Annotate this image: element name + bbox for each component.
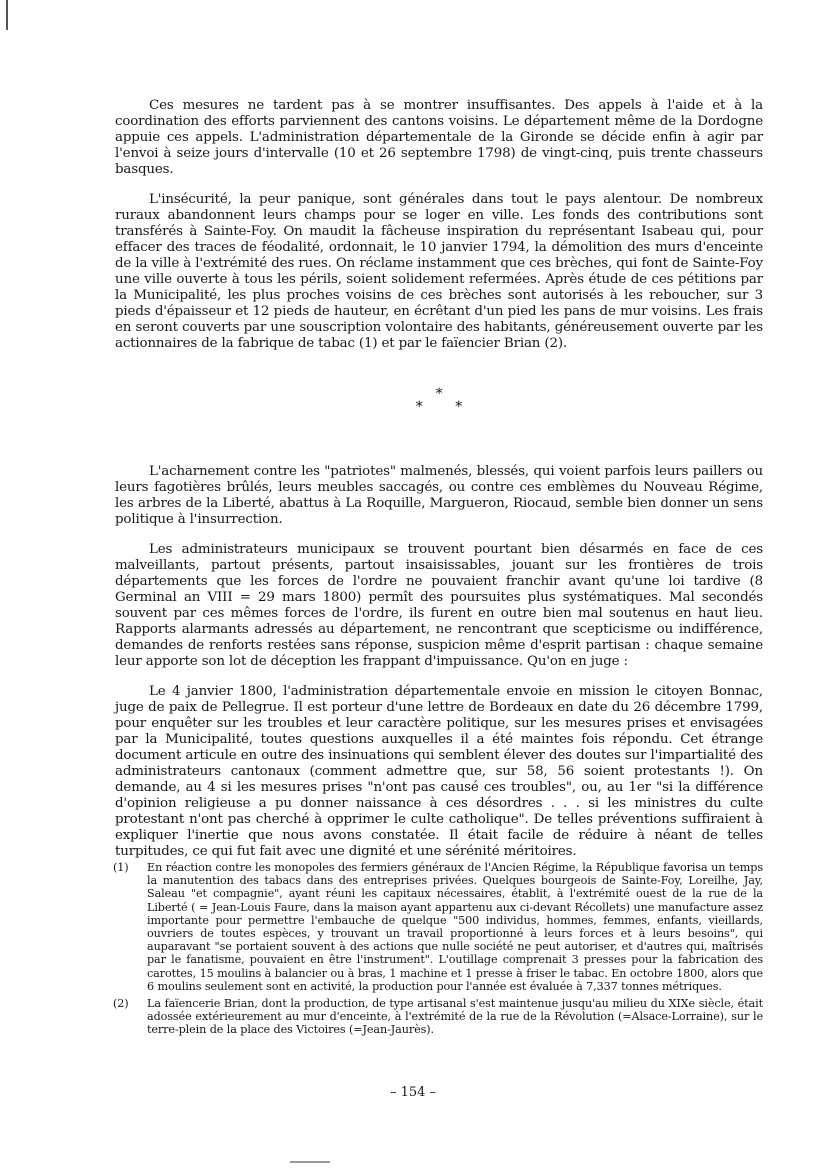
separator-star-row: * * — [415, 399, 477, 415]
footnote — [113, 861, 763, 993]
footnotes — [113, 861, 763, 1041]
paragraph: L'insécurité, la peur panique, sont générales dans tout le pays alentour. De nombreux ruraux abandonnent leurs champs pour se loger en ville. Les fonds des contributions sont transférés à Sainte-Foy. On maudit la fâcheuse inspiration du représentant Isabeau qui, pour effacer des traces de féodalité, ordonnait, le 10 janvier 1794, la démolition des murs d'enceinte de la ville à l'extrémité des rues. On réclame instamment que ces brèches, qui font de Sainte-Foy une ville ouverte à tous les périls, soient solidement refermées. Après étude de ces pétitions par la Municipalité, les plus proches voisins de ces brèches sont autorisés à les reboucher, sur 3 pieds d'épaisseur et 12 pieds de hauteur, en écrêtant d'un pied les pans de mur voisins. Les frais en seront couverts par une souscription volontaire des habitants, généreusement ouverte par les actionnaires de la fabrique de tabac (1) et par le faïencier Brian (2). — [115, 192, 763, 351]
page-number: – 154 – — [389, 1085, 437, 1100]
separator-star-row: * — [435, 386, 443, 402]
paragraph: Les administrateurs municipaux se trouvent pourtant bien désarmés en face de ces malveillants, partout présents, partout insaisissables, jouant sur les frontières de trois départements que les forces de l'ordre ne pouvaient franchir avant qu'une loi tardive (8 Germinal an VIII = 29 mars 1800) permît des poursuites plus systématiques. Mal secondés souvent par ces mêmes forces de l'ordre, ils furent en outre bien mal soutenus en haut lieu. Rapports alarmants adressés au département, ne rencontrant que scepticisme ou indifférence, demandes de renforts restées sans réponse, suspicion même d'esprit partisan : chaque semaine leur apporte son lot de déception les frappant d'impuissance. Qu'on en juge : — [115, 542, 763, 669]
paragraph: L'acharnement contre les "patriotes" malmenés, blessés, qui voient parfois leurs paillers ou leurs fagotières brûlés, leurs meubles saccagés, ou contre ces emblèmes du Nouveau Régime, les arbres de la Liberté, abattus à La Roquille, Margueron, Riocaud, semble bien donner un sens politique à l'insurrection. — [115, 464, 763, 527]
paragraph: Ces mesures ne tardent pas à se montrer insuffisantes. Des appels à l'aide et à la coordination des efforts parviennent des cantons voisins. Le département même de la Dordogne appuie ces appels. L'administration départementale de la Gironde se décide enfin à agir par l'envoi à seize jours d'intervalle (10 et 26 septembre 1798) de vingt-cinq, puis trente chasseurs basques. — [115, 98, 763, 177]
main-text — [115, 98, 763, 870]
footnote-text: En réaction contre les monopoles des fermiers généraux de l'Ancien Régime, la République favorisa un temps la manutention des tabacs dans des entreprises privées. Quelques bourgeois de Sainte-Foy, Loreilhe, Jay, Saleau "et compagnie", ayant réuni les capitaux nécessaires, établit, à l'extrémité ouest de la rue de la Liberté ( = Jean-Louis Faure, dans la maison ayant appartenu aux ci-devant Récollets) une manufacture assez importante pour permettre l'embauche de quelque "500 individus, hommes, femmes, enfants, vieillards, ouvriers de toutes espèces, y trouvant un travail proportionné à leurs forces et à leurs besoins", qui auparavant "se portaient souvent à des actions que nulle société ne peut autoriser, et d'autres qui, maîtrisés par le fanatisme, pouvaient en être l'instrument". L'outillage comprenait 3 presses pour la fabrication des carottes, 15 moulins à balancier ou à bras, 1 machine et 1 presse à friser le tabac. En octobre 1800, alors que 6 moulins seulement sont en activité, la production pour l'année est évaluée à 7,337 tonnes métriques. — [147, 861, 763, 993]
section-separator — [115, 388, 763, 414]
footnote-marker: (1) — [113, 861, 129, 874]
scan-margin-mark — [6, 0, 8, 30]
scan-bottom-mark — [290, 1161, 330, 1163]
footnote-text: La faïencerie Brian, dont la production, de type artisanal s'est maintenue jusqu'au milieu du XIXe siècle, était adossée extérieurement au mur d'enceinte, à l'extrémité de la rue de la Révolution (=Alsace-Lorraine), sur le terre-plein de la place des Victoires (=Jean-Jaurès). — [147, 997, 763, 1037]
footnote-marker: (2) — [113, 997, 129, 1011]
footnote — [113, 997, 763, 1037]
paragraph: Le 4 janvier 1800, l'administration départementale envoie en mission le citoyen Bonnac, juge de paix de Pellegrue. Il est porteur d'une lettre de Bordeaux en date du 26 décembre 1799, pour enquêter sur les troubles et leur caractère politique, sur les mesures prises et envisagées par la Municipalité, toutes questions auxquelles il a été maintes fois répondu. Cet étrange document articule en outre des insinuations qui semblent élever des doutes sur l'impartialité des administrateurs cantonaux (comment admettre que, sur 58, 56 soient protestants !). On demande, au 4 si les mesures prises "n'ont pas causé ces troubles", ou, au 1er "si la différence d'opinion religieuse a pu donner naissance à ces désordres . . . si les ministres du culte protestant n'ont pas cherché à opprimer le culte catholique". De telles préventions suffiraient à expliquer l'inertie que nous avons constatée. Il était facile de réduire à néant de telles turpitudes, ce qui fut fait avec une dignité et une sérénité méritoires. — [115, 684, 763, 859]
